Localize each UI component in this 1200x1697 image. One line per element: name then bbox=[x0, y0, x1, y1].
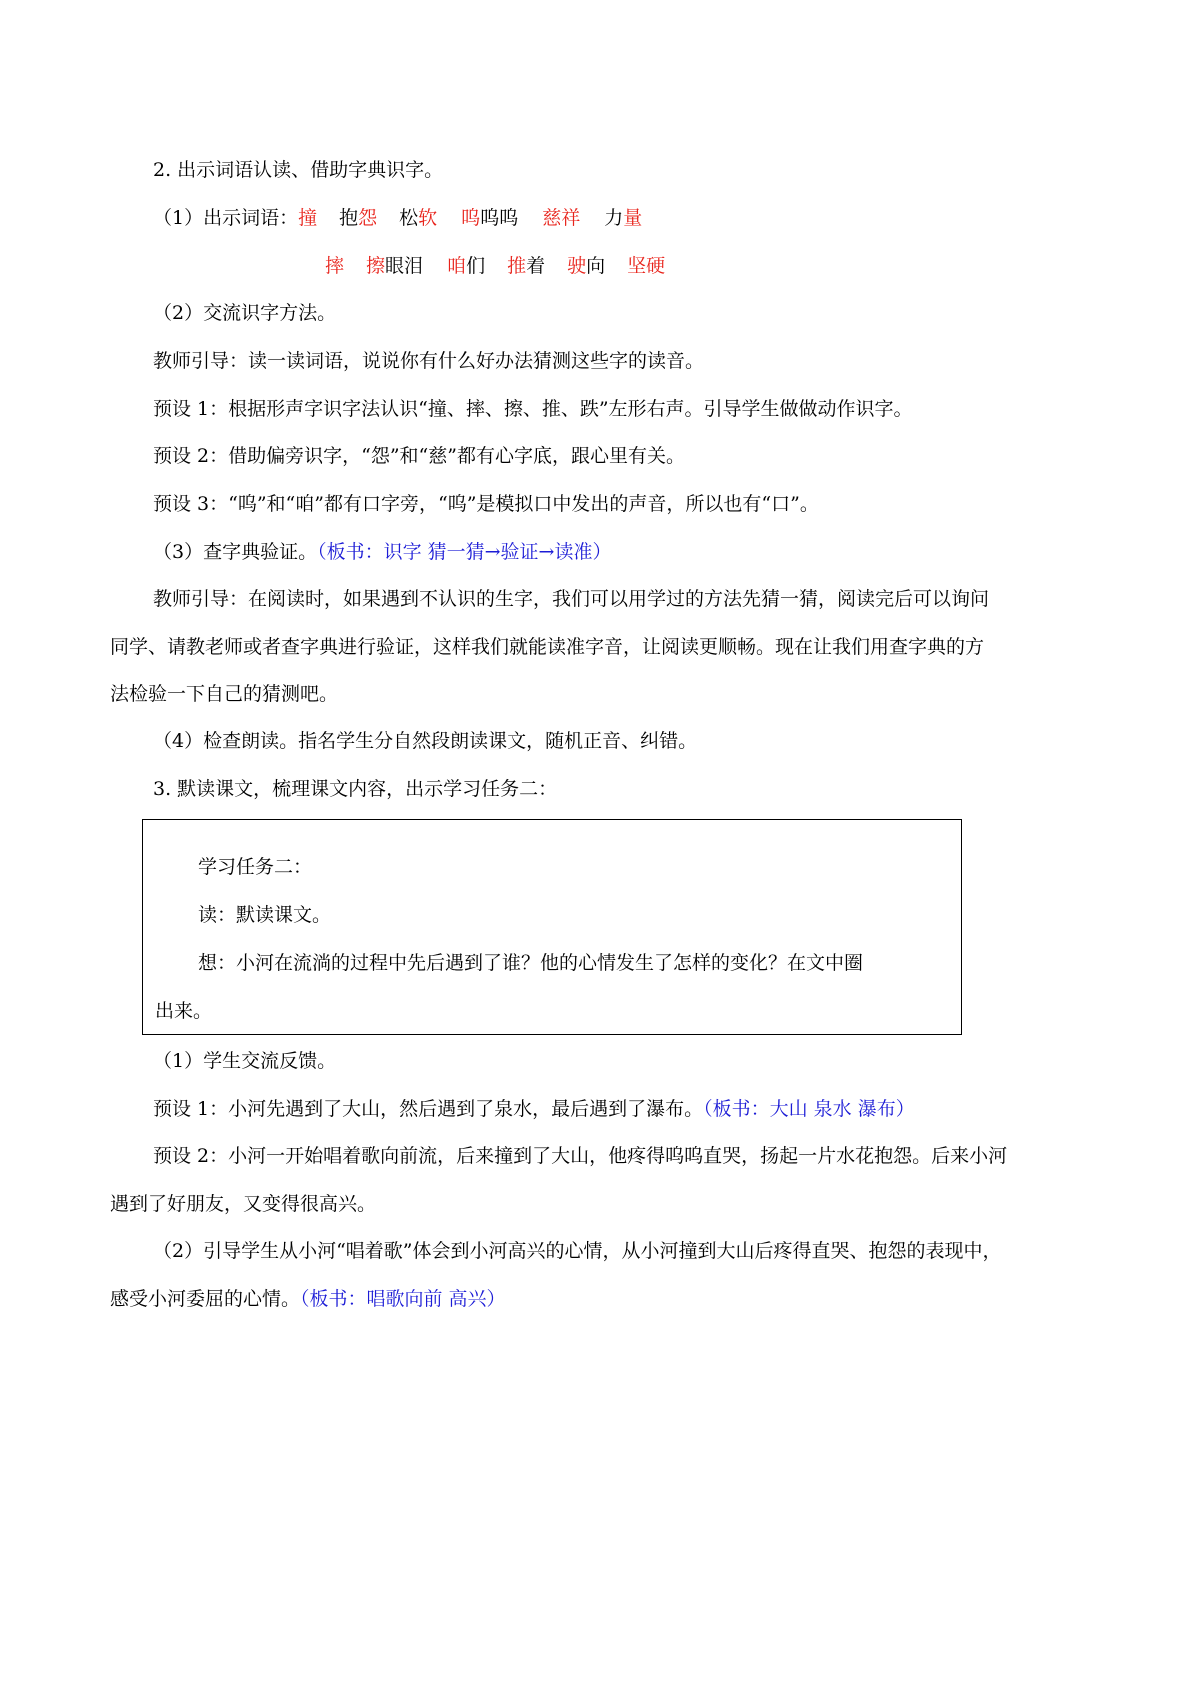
vocab-segment: 撞 bbox=[298, 207, 318, 229]
vocab-segment: 驶 bbox=[567, 255, 587, 277]
section-2-heading: 2. 出示词语认读、借助字典识字。 bbox=[153, 159, 444, 181]
preset-2: 预设 2：借助偏旁识字，“怨”和“慈”都有心字底，跟心里有关。 bbox=[153, 445, 685, 467]
teacher-guide-2-line-2: 同学、请教老师或者查字典进行验证，这样我们就能读准字音，让阅读更顺畅。现在让我们用查字典的方 bbox=[110, 636, 985, 658]
vocab-word bbox=[567, 253, 605, 279]
vocab-segment: 松 bbox=[399, 207, 419, 229]
task-think-line-1: 想：小河在流淌的过程中先后遇到了谁？他的心情发生了怎样的变化？在文中圈 bbox=[198, 952, 864, 974]
vocab-word bbox=[507, 253, 545, 279]
reading-check: （4）检查朗读。指名学生分自然段朗读课文，随机正音、纠错。 bbox=[153, 730, 698, 752]
board-note-feeling: （板书：唱歌向前 高兴） bbox=[300, 1288, 506, 1310]
dictionary-check bbox=[153, 539, 611, 565]
dictionary-check-text: （3）查字典验证。 bbox=[153, 541, 318, 563]
word-list-row-2 bbox=[325, 253, 665, 279]
vocab-word bbox=[604, 205, 642, 231]
vocab-word bbox=[366, 253, 423, 279]
vocab-word bbox=[298, 205, 317, 231]
vocab-segment: 们 bbox=[466, 255, 486, 277]
student-feedback-heading: （1）学生交流反馈。 bbox=[153, 1050, 337, 1072]
preset-3: 预设 3：“呜”和“咱”都有口字旁，“呜”是模拟口中发出的声音，所以也有“口”。 bbox=[153, 493, 819, 515]
vocab-segment: 量 bbox=[623, 207, 643, 229]
task-think-line-2: 出来。 bbox=[155, 1000, 213, 1022]
vocab-segment: 呜呜 bbox=[480, 207, 519, 229]
vocab-segment: 推 bbox=[507, 255, 527, 277]
word-list-row-1-words bbox=[298, 207, 642, 229]
vocab-segment: 呜 bbox=[461, 207, 481, 229]
guide-feeling-line-2-text: 感受小河委屈的心情。 bbox=[110, 1288, 301, 1310]
vocab-segment: 咱 bbox=[447, 255, 467, 277]
vocab-segment: 擦 bbox=[366, 255, 386, 277]
vocab-word bbox=[339, 205, 377, 231]
vocab-segment: 向 bbox=[586, 255, 606, 277]
vocab-word bbox=[627, 253, 665, 279]
board-note-literacy: （板书：识字 猜一猜→验证→读准） bbox=[317, 541, 612, 563]
task-read: 读：默读课文。 bbox=[198, 904, 332, 926]
teacher-guide-2-line-3: 法检验一下自己的猜测吧。 bbox=[110, 683, 339, 705]
answer-preset-2-line-2: 遇到了好朋友，又变得很高兴。 bbox=[110, 1193, 377, 1215]
guide-feeling-line-1: （2）引导学生从小河“唱着歌”体会到小河高兴的心情，从小河撞到大山后疼得直哭、抱怨的表现中， bbox=[153, 1240, 1002, 1262]
teacher-guide-1: 教师引导：读一读词语，说说你有什么好办法猜测这些字的读音。 bbox=[153, 350, 705, 372]
answer-preset-2-line-1: 预设 2：小河一开始唱着歌向前流，后来撞到了大山，他疼得呜呜直哭，扬起一片水花抱怨。后来小河 bbox=[153, 1145, 1008, 1167]
vocab-segment: 慈祥 bbox=[542, 207, 581, 229]
preset-1: 预设 1：根据形声字识字法认识“撞、摔、擦、推、跌”左形右声。引导学生做做动作识字。 bbox=[153, 398, 913, 420]
word-list-row-1 bbox=[153, 205, 642, 231]
vocab-word bbox=[447, 253, 485, 279]
vocab-segment: 摔 bbox=[325, 255, 345, 277]
vocab-segment: 眼泪 bbox=[385, 255, 424, 277]
literacy-method-heading: （2）交流识字方法。 bbox=[153, 302, 337, 324]
teacher-guide-2-line-1: 教师引导：在阅读时，如果遇到不认识的生字，我们可以用学过的方法先猜一猜，阅读完后可以询问 bbox=[153, 588, 990, 610]
word-list-prefix: （1）出示词语： bbox=[153, 207, 299, 229]
vocab-word bbox=[399, 205, 437, 231]
board-note-places: （板书：大山 泉水 瀑布） bbox=[703, 1098, 915, 1120]
vocab-segment: 抱 bbox=[339, 207, 359, 229]
task-title: 学习任务二： bbox=[198, 856, 313, 878]
answer-preset-1 bbox=[153, 1096, 915, 1122]
vocab-segment: 软 bbox=[418, 207, 438, 229]
section-3-heading: 3. 默读课文，梳理课文内容，出示学习任务二： bbox=[153, 778, 558, 800]
answer-preset-1-text: 预设 1：小河先遇到了大山，然后遇到了泉水，最后遇到了瀑布。 bbox=[153, 1098, 704, 1120]
vocab-segment: 力 bbox=[604, 207, 624, 229]
vocab-word bbox=[542, 205, 580, 231]
vocab-segment: 坚硬 bbox=[627, 255, 666, 277]
vocab-segment: 着 bbox=[526, 255, 546, 277]
guide-feeling-line-2 bbox=[110, 1286, 506, 1312]
vocab-word bbox=[461, 205, 518, 231]
vocab-segment: 怨 bbox=[358, 207, 378, 229]
word-list-row-2-words bbox=[325, 255, 665, 277]
vocab-word bbox=[325, 253, 344, 279]
